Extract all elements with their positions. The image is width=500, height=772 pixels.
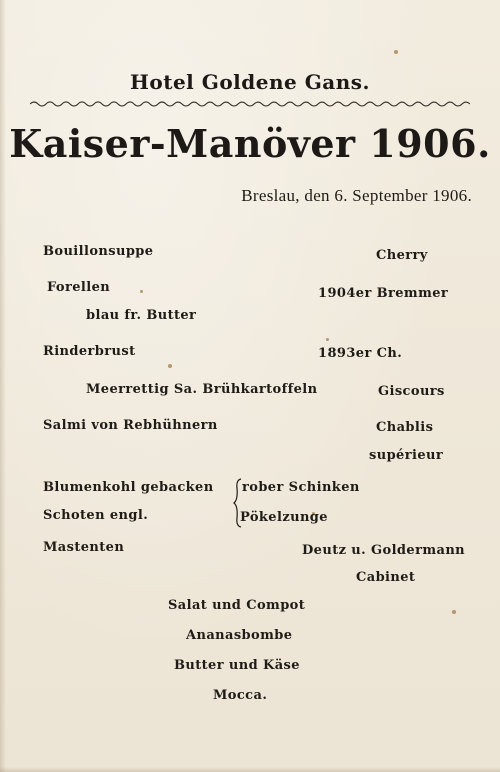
course-item: rober Schinken: [242, 480, 360, 495]
paper-edge-shadow-bottom: [0, 767, 500, 772]
wine-item: Cabinet: [356, 570, 416, 585]
foxing-spot: [140, 290, 143, 293]
course-item: Meerrettig Sa. Brühkartoffeln: [86, 382, 318, 397]
course-item: blau fr. Butter: [86, 308, 197, 323]
course-item: Mocca.: [213, 688, 268, 703]
course-item: Salmi von Rebhühnern: [43, 418, 218, 433]
wine-item: 1893er Ch.: [318, 346, 403, 361]
wine-item: supérieur: [369, 448, 444, 463]
wine-item: Cherry: [376, 248, 428, 263]
course-item: Pökelzunge: [240, 510, 328, 525]
course-item: Salat und Compot: [168, 598, 306, 613]
course-item: Rinderbrust: [43, 344, 136, 359]
course-item: Mastenten: [43, 540, 125, 555]
foxing-spot: [168, 364, 172, 368]
course-item: Blumenkohl gebacken: [43, 480, 214, 495]
paper-edge-shadow: [0, 0, 6, 772]
wavy-divider: [30, 99, 470, 109]
date-line: Breslau, den 6. September 1906.: [241, 186, 472, 205]
foxing-spot: [326, 338, 329, 341]
foxing-spot: [452, 610, 456, 614]
wine-item: Giscours: [378, 384, 445, 399]
hotel-name: Hotel Goldene Gans.: [129, 70, 371, 94]
foxing-spot: [394, 50, 398, 54]
course-item: Butter und Käse: [174, 658, 300, 673]
course-item: Forellen: [47, 280, 111, 295]
wine-item: Chablis: [376, 420, 434, 435]
wine-item: 1904er Bremmer: [318, 286, 449, 301]
course-item: Ananasbombe: [186, 628, 293, 643]
page-title: Kaiser-Manöver 1906.: [9, 121, 491, 166]
wine-item: Deutz u. Goldermann: [302, 543, 466, 558]
course-item: Schoten engl.: [43, 508, 149, 523]
course-item: Bouillonsuppe: [43, 244, 154, 259]
